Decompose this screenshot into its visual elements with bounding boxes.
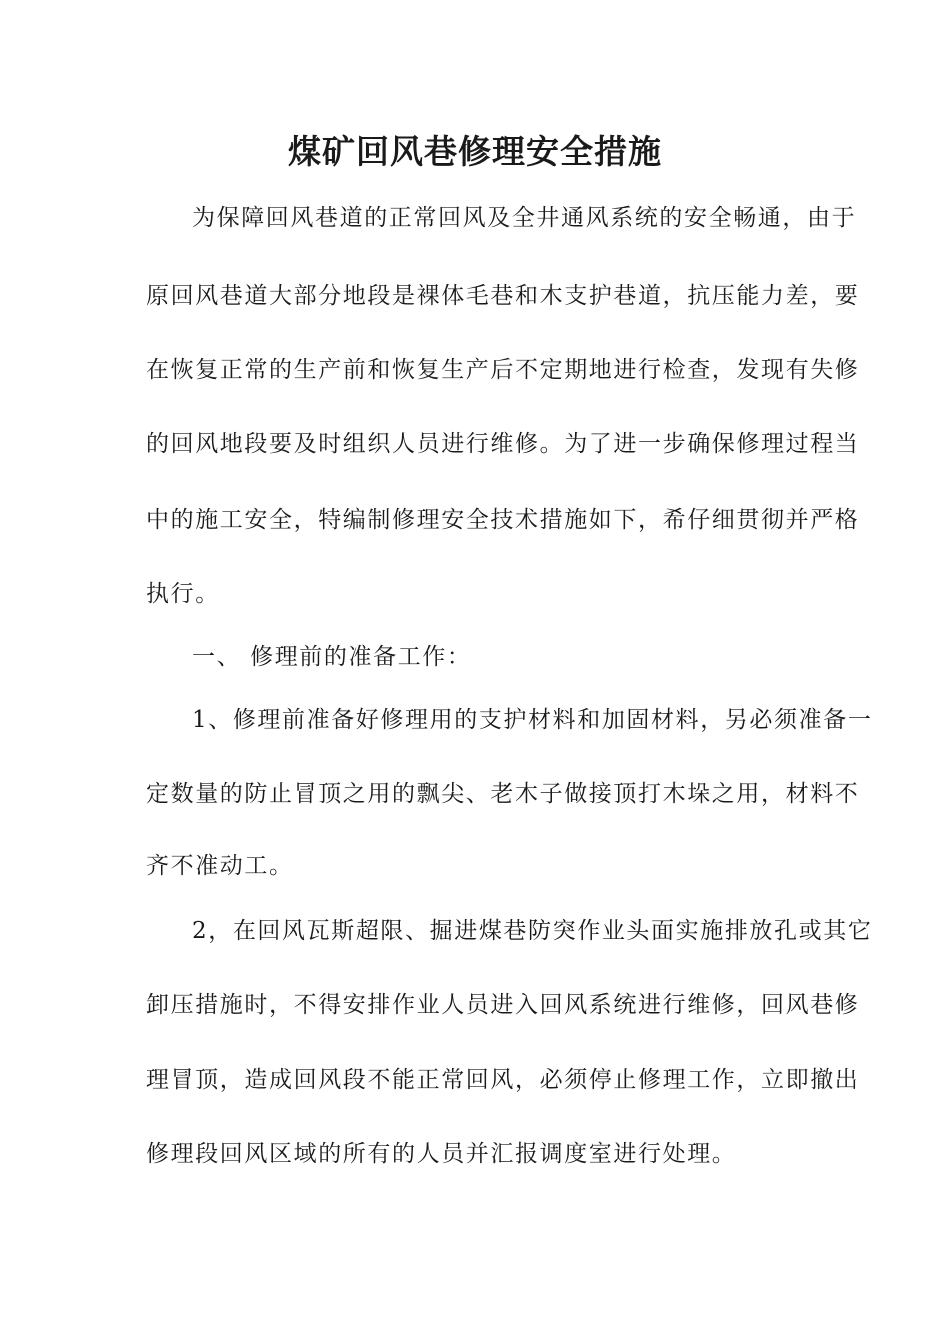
item-2-line-1: 2，在回风瓦斯超限、掘进煤巷防突作业头面实施排放孔或其它 [192, 918, 873, 944]
item-1-line-1: 1、修理前准备好修理用的支护材料和加固材料，另必须准备一 [192, 707, 873, 733]
paragraph-1-line-6: 执行。 [146, 581, 220, 607]
document-title: 煤矿回风巷修理安全措施 [288, 132, 662, 171]
item-1-line-3: 齐不准动工。 [146, 853, 294, 879]
section-heading-1: 一、 修理前的准备工作： [192, 644, 472, 670]
paragraph-1-line-4: 的回风地段要及时组织人员进行维修。为了进一步确保修理过程当 [146, 431, 860, 457]
item-2-line-2: 卸压措施时，不得安排作业人员进入回风系统进行维修，回风巷修 [146, 992, 860, 1018]
paragraph-1-line-2: 原回风巷道大部分地段是裸体毛巷和木支护巷道，抗压能力差，要 [146, 283, 860, 309]
paragraph-1-line-3: 在恢复正常的生产前和恢复生产后不定期地进行检查，发现有失修 [146, 357, 860, 383]
item-1-line-2: 定数量的防止冒顶之用的飘尖、老木子做接顶打木垛之用，材料不 [146, 781, 860, 807]
paragraph-1-line-1: 为保障回风巷道的正常回风及全井通风系统的安全畅通，由于 [192, 205, 857, 231]
item-2-line-3: 理冒顶，造成回风段不能正常回风，必须停止修理工作，立即撤出 [146, 1067, 860, 1093]
item-2-line-4: 修理段回风区域的所有的人员并汇报调度室进行处理。 [146, 1141, 737, 1167]
paragraph-1-line-5: 中的施工安全，特编制修理安全技术措施如下，希仔细贯彻并严格 [146, 507, 860, 533]
